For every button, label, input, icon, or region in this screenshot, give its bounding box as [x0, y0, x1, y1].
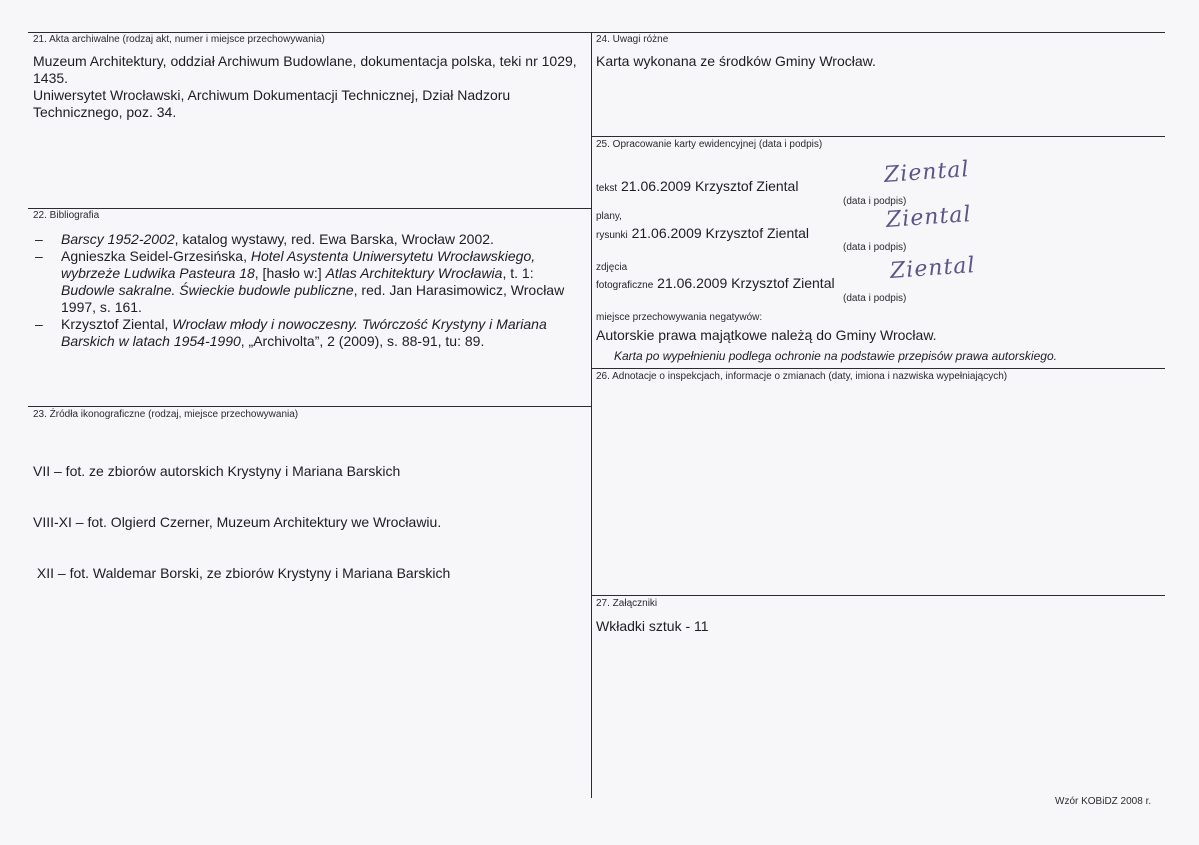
icon-source-2: VIII-XI – fot. Olgierd Czerner, Muzeum Architektury we Wrocławiu.: [33, 514, 442, 530]
bibliography-list: [33, 231, 585, 350]
negatives-label: miejsce przechowywania negatywów:: [596, 312, 763, 323]
section-27-label: 27. Załączniki: [596, 598, 658, 609]
rysunki-row: rysunki 21.06.2009 Krzysztof Ziental: [596, 225, 810, 241]
rysunki-date-signature-hint: (data i podpis): [843, 242, 907, 253]
section-26-label: 26. Adnotacje o inspekcjach, informacje o zmianach (daty, imiona i nazwiska wypełniających): [596, 371, 1008, 382]
rule-25: [591, 136, 1165, 137]
section-24-text: Karta wykonana ze środków Gminy Wrocław.: [596, 53, 876, 69]
section-25-label: 25. Opracowanie karty ewidencyjnej (data i podpis): [596, 139, 823, 150]
icon-source-1: VII – fot. ze zbiorów autorskich Krystyny i Mariana Barskich: [33, 463, 401, 479]
rule-center: [591, 32, 592, 798]
zdjecia-label: zdjęcia: [596, 262, 628, 273]
rule-26: [591, 368, 1165, 369]
section-21-content: [33, 53, 585, 121]
icon-source-3: XII – fot. Waldemar Borski, ze zbiorów Krystyny i Mariana Barskich: [33, 565, 451, 581]
section-21-label: 21. Akta archiwalne (rodzaj akt, numer i miejsce przechowywania): [33, 34, 325, 45]
section-24-label: 24. Uwagi różne: [596, 34, 669, 45]
rule-27: [591, 595, 1165, 596]
copyright-note: Karta po wypełnieniu podlega ochronie na podstawie przepisów prawa autorskiego.: [614, 349, 1057, 363]
archive-entry-1: Muzeum Architektury, oddział Archiwum Budowlane, dokumentacja polska, teki nr 1029, 1435.: [33, 53, 577, 86]
section-23-content: [33, 429, 585, 616]
form-template-footer: Wzór KOBiDZ 2008 r.: [1055, 796, 1152, 807]
signature-tekst: Ziental: [883, 157, 971, 188]
rule-22: [28, 208, 591, 209]
negatives-value: Autorskie prawa majątkowe należą do Gminy Wrocław.: [596, 327, 937, 343]
fotograficzne-row: fotograficzne 21.06.2009 Krzysztof Ziental: [596, 275, 835, 291]
rule-23: [28, 406, 591, 407]
signature-rysunki: Ziental: [885, 202, 973, 233]
section-23-label: 23. Źródła ikonograficzne (rodzaj, miejsce przechowywania): [33, 409, 299, 420]
bibliography-item-2: – Agnieszka Seidel-Grzesińska, Hotel Asystenta Uniwersytetu Wrocławskiego, wybrzeże Ludwika Pasteura 18, [hasło w:] Atlas Architektury Wrocławia, t. 1: Budowle sakralne. Świeckie budowle publiczne, red. Jan Harasimowicz, Wrocław 1997, s. 161.: [33, 248, 585, 316]
section-22-content: [33, 231, 585, 350]
bibliography-item-1: – Barscy 1952-2002, katalog wystawy, red. Ewa Barska, Wrocław 2002.: [33, 231, 585, 248]
archive-entry-2: Uniwersytet Wrocławski, Archiwum Dokumentacji Technicznej, Dział Nadzoru Technicznego, poz. 34.: [33, 87, 511, 120]
fotograficzne-date-signature-hint: (data i podpis): [843, 293, 907, 304]
bibliography-item-3: – Krzysztof Ziental, Wrocław młody i nowoczesny. Twórczość Krystyny i Mariana Barskich w latach 1954-1990, „Archivolta”, 2 (2009), s. 88-91, tu: 89.: [33, 316, 585, 350]
signature-fotograficzne: Ziental: [889, 253, 977, 284]
tekst-date-signature-hint: (data i podpis): [843, 196, 907, 207]
tekst-row: tekst 21.06.2009 Krzysztof Ziental: [596, 178, 799, 194]
rule-top: [28, 32, 1165, 33]
attachments-text: Wkładki sztuk - 11: [596, 618, 709, 634]
section-22-label: 22. Bibliografia: [33, 210, 100, 221]
plany-label: plany,: [596, 211, 622, 222]
